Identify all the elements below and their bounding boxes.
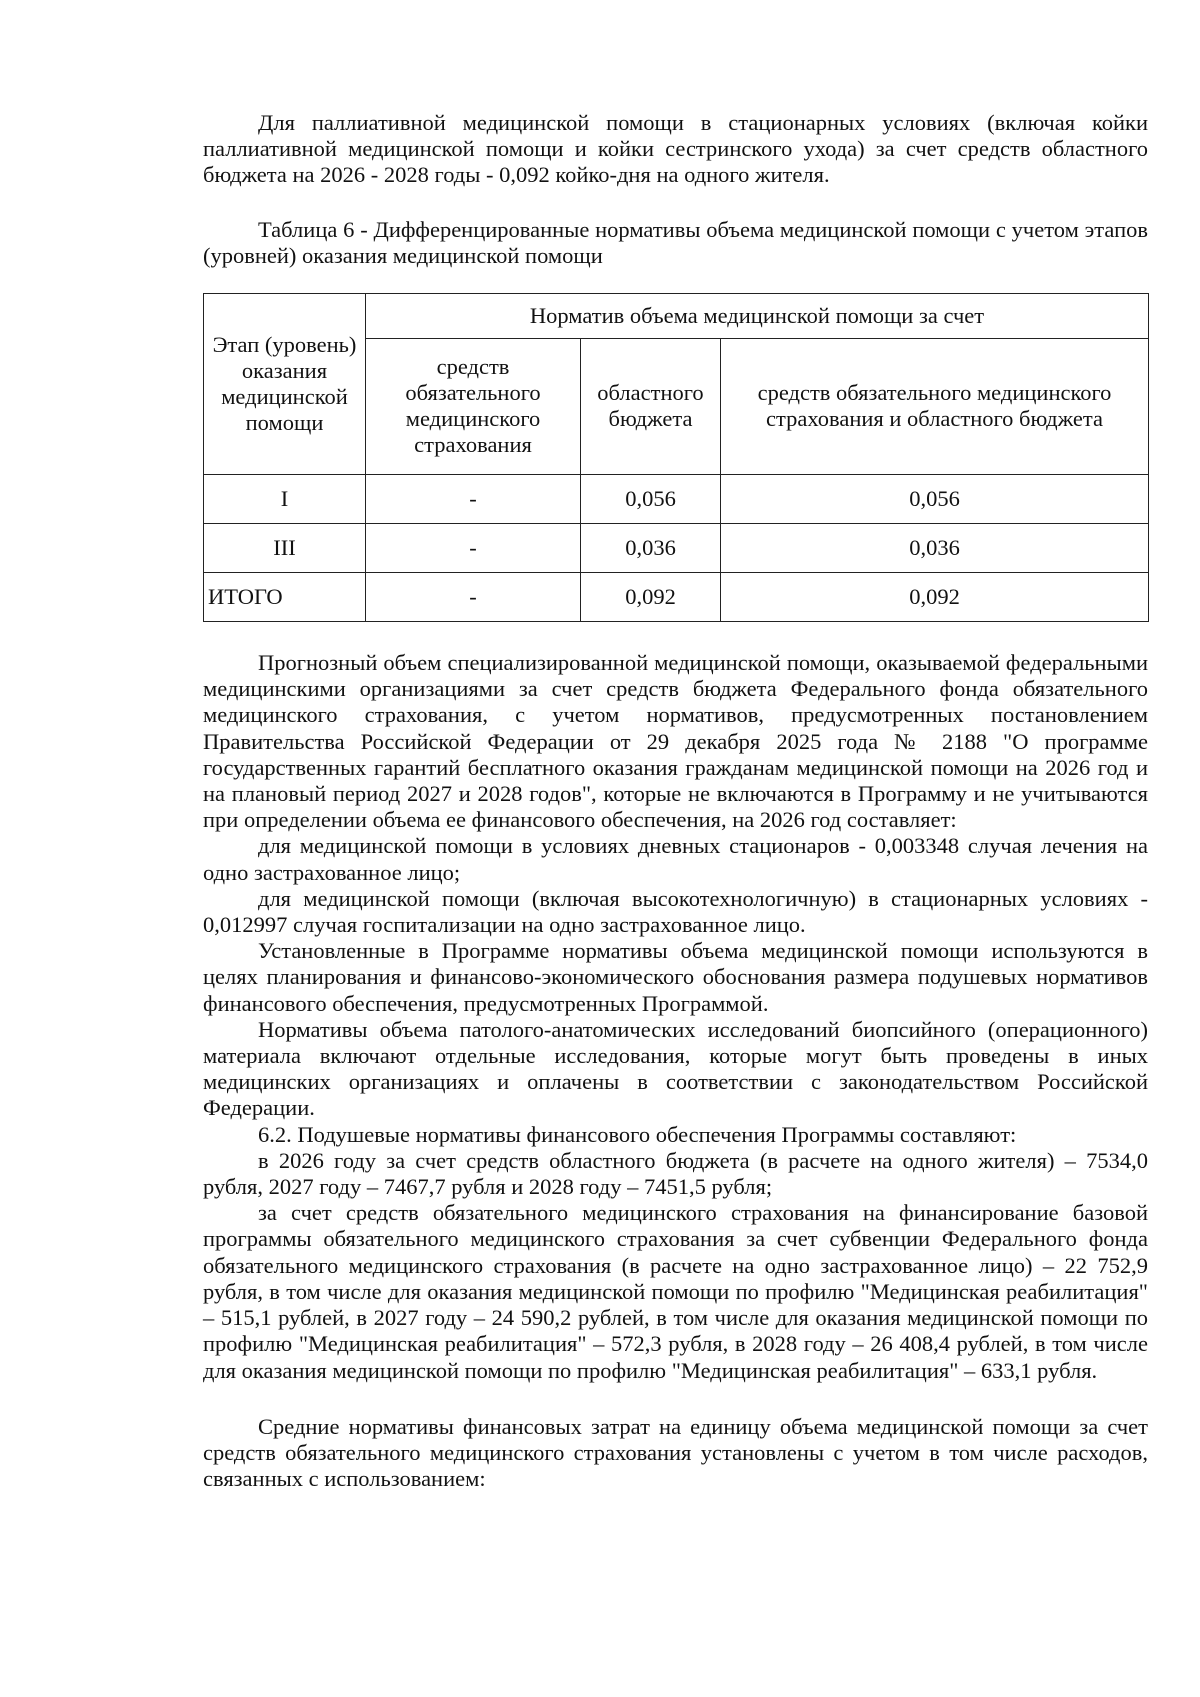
cell-oms: - [366, 475, 581, 524]
cell-regional: 0,092 [581, 573, 721, 622]
paragraph-day-hospital: для медицинской помощи в условиях дневных стационаров - 0,003348 случая лечения на одно застрахованное лицо; [203, 833, 1148, 885]
cell-oms: - [366, 573, 581, 622]
paragraph-average-norms: Средние нормативы финансовых затрат на единицу объема медицинской помощи за счет средств обязательного медицинского страхования установлены с учетом в том числе расходов, связанных с использованием: [203, 1413, 1148, 1492]
cell-stage: III [204, 524, 366, 573]
cell-oms: - [366, 524, 581, 573]
cell-stage: ИТОГО [204, 573, 366, 622]
table-row [204, 475, 1149, 524]
cell-regional: 0,056 [581, 475, 721, 524]
table-row [204, 524, 1149, 573]
header-both: средств обязательного медицинского страхования и областного бюджета [721, 338, 1149, 474]
table-caption: Таблица 6 - Дифференцированные нормативы объема медицинской помощи с учетом этапов (уровней) оказания медицинской помощи [203, 216, 1148, 268]
document-page [203, 110, 1148, 1492]
paragraph-forecast: Прогнозный объем специализированной медицинской помощи, оказываемой федеральными медицинскими организациями за счет средств бюджета Федерального фонда обязательного медицинского страхования, с учетом нормативов, предусмотренных постановлением Правительства Российской Федерации от 29 декабря 2025 года № 2188 "О программе государственных гарантий бесплатного оказания гражданам медицинской помощи на 2026 год и на плановый период 2027 и 2028 годов", которые не включаются в Программу и не учитываются при определении объема ее финансового обеспечения, на 2026 год составляет: [203, 650, 1148, 833]
header-stage: Этап (уровень) оказания медицинской помощи [204, 294, 366, 475]
paragraph-intro: Для паллиативной медицинской помощи в стационарных условиях (включая койки паллиативной медицинской помощи и койки сестринского ухода) за счет средств областного бюджета на 2026 - 2028 годы - 0,092 койко-дня на одного жителя. [203, 110, 1148, 188]
cell-stage: I [204, 475, 366, 524]
paragraph-section-6-2: 6.2. Подушевые нормативы финансового обеспечения Программы составляют: [258, 1121, 1017, 1147]
table-row-total [204, 573, 1149, 622]
paragraph-planning: Установленные в Программе нормативы объема медицинской помощи используются в целях планирования и финансово-экономического обоснования размера подушевых нормативов финансового обеспечения, предусмотренных Программой. [203, 938, 1148, 1016]
cell-regional: 0,036 [581, 524, 721, 573]
cell-both: 0,056 [721, 475, 1149, 524]
header-regional: областного бюджета [581, 338, 721, 474]
cell-both: 0,036 [721, 524, 1149, 573]
cell-both: 0,092 [721, 573, 1149, 622]
paragraph-inpatient: для медицинской помощи (включая высокотехнологичную) в стационарных условиях - 0,012997 случая госпитализации на одно застрахованное лицо. [203, 885, 1148, 938]
paragraph-biopsy: Нормативы объема патолого-анатомических исследований биопсийного (операционного) материала включают отдельные исследования, которые могут быть проведены в иных медицинских организациях и оплачены в соответствии с законодательством Российской Федерации. [203, 1016, 1148, 1121]
header-oms: средств обязательного медицинского страхования [366, 338, 581, 474]
header-group: Норматив объема медицинской помощи за счет [366, 294, 1149, 339]
paragraph-regional-budget: в 2026 году за счет средств областного бюджета (в расчете на одного жителя) – 7534,0 рубля, 2027 году – 7467,7 рубля и 2028 году – 7451,5 рубля; [203, 1147, 1148, 1200]
norms-table [203, 293, 1149, 622]
paragraph-oms: за счет средств обязательного медицинского страхования на финансирование базовой программы обязательного медицинского страхования за счет субвенции Федерального фонда обязательного медицинского страхования (в расчете на одно застрахованное лицо) – 22 752,9 рубля, в том числе для оказания медицинской помощи по профилю "Медицинская реабилитация" – 515,1 рублей, в 2027 году – 24 590,2 рублей, в том числе для оказания медицинской помощи по профилю "Медицинская реабилитация" – 572,3 рубля, в 2028 году – 26 408,4 рублей, в том числе для оказания медицинской помощи по профилю "Медицинская реабилитация" – 633,1 рубля. [203, 1200, 1148, 1383]
